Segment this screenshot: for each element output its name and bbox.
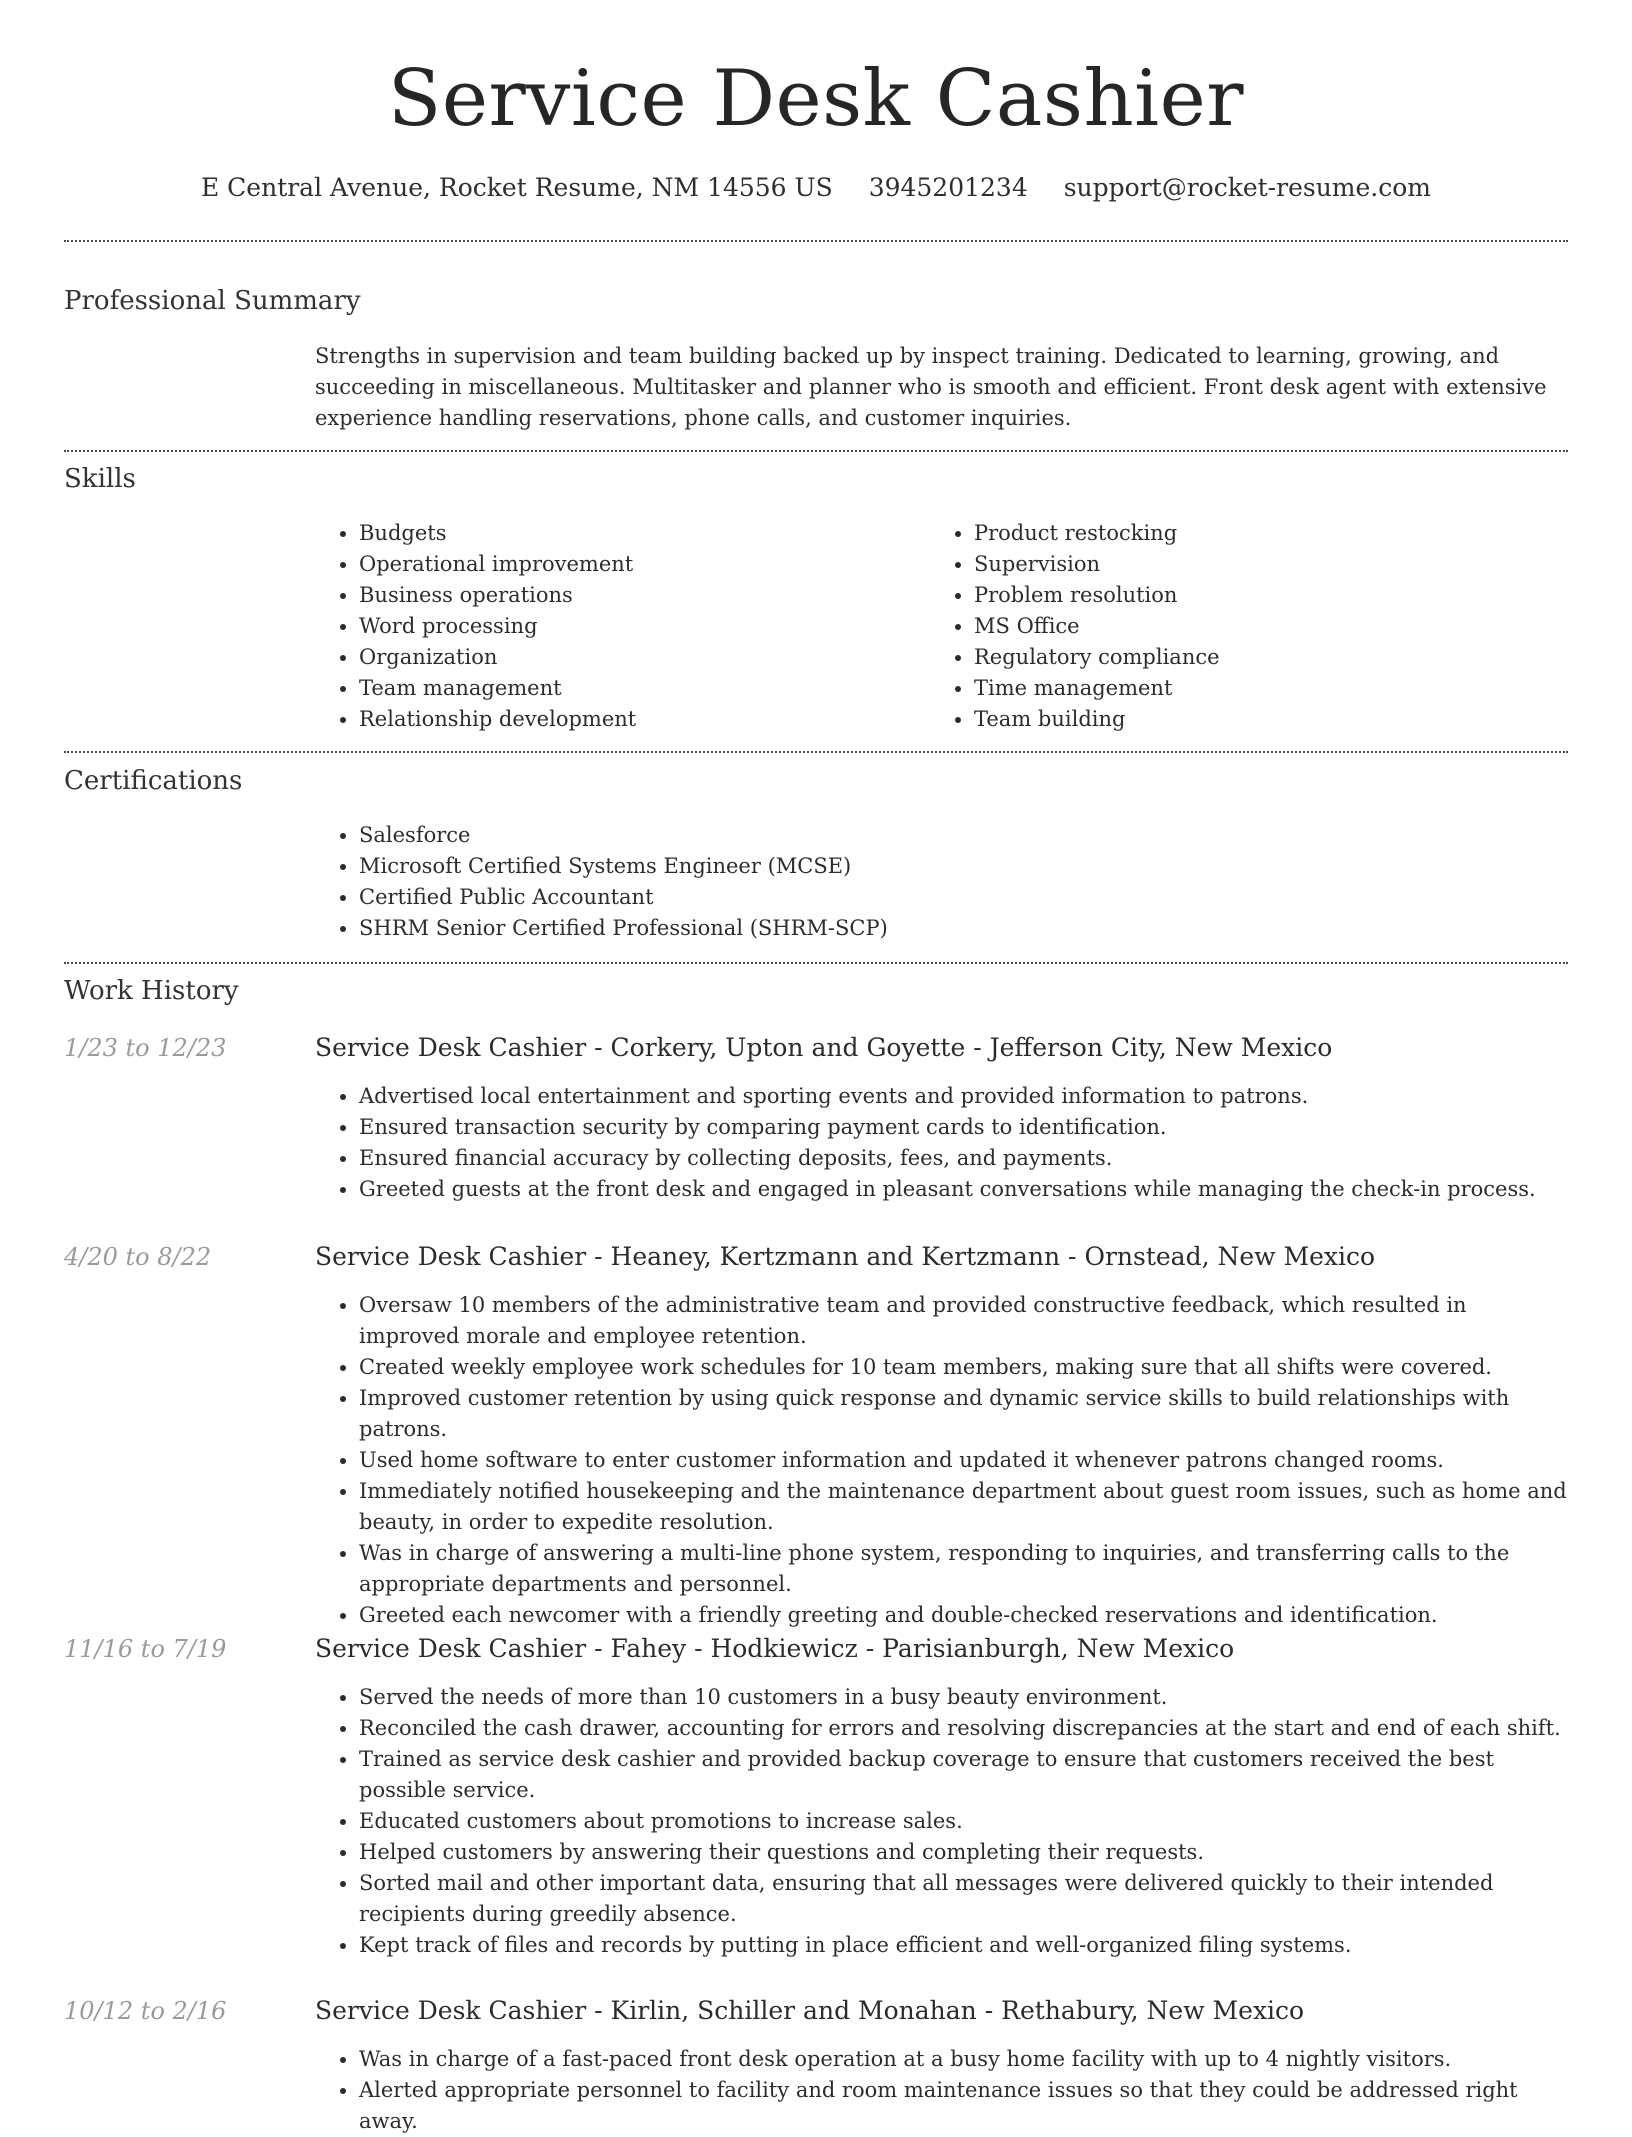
- skill-item: • Business operations: [359, 580, 915, 611]
- skills-column-right: [930, 518, 1530, 735]
- certification-item: • Certified Public Accountant: [359, 882, 1515, 913]
- job-dates: 11/16 to 7/19: [64, 1635, 227, 1663]
- job-dates: 4/20 to 8/22: [64, 1243, 212, 1271]
- job-dates: 10/12 to 2/16: [64, 1997, 227, 2025]
- job-bullet: • Used home software to enter customer information and updated it whenever patrons changed rooms.: [359, 1445, 1568, 1476]
- skill-item: • Time management: [974, 673, 1530, 704]
- summary-text: Strengths in supervision and team building backed up by inspect training. Dedicated to learning, growing, and succeeding in miscellaneous. Multitasker and planner who is smooth and efficient. Front desk agent with extensive experience handling reservations, phone calls, and customer inquiries.: [315, 344, 1547, 430]
- certification-item: • Salesforce: [359, 820, 1515, 851]
- skills-column-left: [315, 518, 915, 735]
- job-bullets: [315, 1682, 1568, 1961]
- job-bullet: • Trained as service desk cashier and provided backup coverage to ensure that customers received the best possible service.: [359, 1744, 1568, 1806]
- job-bullet: • Helped customers by answering their questions and completing their requests.: [359, 1837, 1568, 1868]
- job-bullet: • Was in charge of a fast-paced front desk operation at a busy home facility with up to 4 nightly visitors.: [359, 2044, 1568, 2075]
- section-divider: [64, 962, 1568, 964]
- summary-heading: Professional Summary: [64, 286, 361, 316]
- job-bullet: • Ensured transaction security by comparing payment cards to identification.: [359, 1112, 1568, 1143]
- skill-item: • Budgets: [359, 518, 915, 549]
- job-bullet: • Immediately notified housekeeping and the maintenance department about guest room issues, such as home and beauty, in order to expedite resolution.: [359, 1476, 1568, 1538]
- resume-page: [64, 0, 1568, 2133]
- skill-item: • Supervision: [974, 549, 1530, 580]
- skill-item: • Team management: [359, 673, 915, 704]
- job-bullet: • Greeted guests at the front desk and engaged in pleasant conversations while managing the check-in process.: [359, 1174, 1568, 1205]
- job-dates: 1/23 to 12/23: [64, 1034, 227, 1062]
- certifications-heading: Certifications: [64, 766, 243, 796]
- skill-item: • Product restocking: [974, 518, 1530, 549]
- skills-heading: Skills: [64, 464, 136, 494]
- contact-address: E Central Avenue, Rocket Resume, NM 14556 US: [200, 173, 833, 202]
- skill-item: • Word processing: [359, 611, 915, 642]
- section-divider: [64, 450, 1568, 452]
- skill-item: • Team building: [974, 704, 1530, 735]
- job-title: Service Desk Cashier - Fahey - Hodkiewicz - Parisianburgh, New Mexico: [315, 1634, 1235, 1663]
- section-divider: [64, 751, 1568, 753]
- work-history-heading: Work History: [64, 976, 239, 1006]
- certifications-list: [315, 820, 1515, 944]
- job-bullet: • Greeted each newcomer with a friendly greeting and double-checked reservations and identification.: [359, 1600, 1568, 1631]
- job-bullet: • Was in charge of answering a multi-line phone system, responding to inquiries, and transferring calls to the appropriate departments and personnel.: [359, 1538, 1568, 1600]
- job-bullets: [315, 2044, 1568, 2137]
- job-bullet: • Reconciled the cash drawer, accounting for errors and resolving discrepancies at the start and end of each shift.: [359, 1713, 1568, 1744]
- skill-item: • Operational improvement: [359, 549, 915, 580]
- certification-item: • Microsoft Certified Systems Engineer (MCSE): [359, 851, 1515, 882]
- job-bullet: • Improved customer retention by using quick response and dynamic service skills to build relationships with patrons.: [359, 1383, 1568, 1445]
- job-bullet: • Served the needs of more than 10 customers in a busy beauty environment.: [359, 1682, 1568, 1713]
- job-bullet: • Alerted appropriate personnel to facility and room maintenance issues so that they could be addressed right away.: [359, 2075, 1568, 2137]
- job-bullets: [315, 1290, 1568, 1631]
- job-bullet: • Ensured financial accuracy by collecting deposits, fees, and payments.: [359, 1143, 1568, 1174]
- skill-item: • Organization: [359, 642, 915, 673]
- job-title: Service Desk Cashier - Corkery, Upton and Goyette - Jefferson City, New Mexico: [315, 1033, 1333, 1062]
- skill-item: • MS Office: [974, 611, 1530, 642]
- contact-line: [64, 172, 1568, 204]
- contact-phone: 3945201234: [868, 173, 1028, 202]
- job-bullet: • Sorted mail and other important data, ensuring that all messages were delivered quickly to their intended recipients during greedily absence.: [359, 1868, 1568, 1930]
- skill-item: • Relationship development: [359, 704, 915, 735]
- job-bullet: • Created weekly employee work schedules for 10 team members, making sure that all shifts were covered.: [359, 1352, 1568, 1383]
- certification-item: • SHRM Senior Certified Professional (SHRM-SCP): [359, 913, 1515, 944]
- skill-item: • Regulatory compliance: [974, 642, 1530, 673]
- skill-item: • Problem resolution: [974, 580, 1530, 611]
- section-divider: [64, 240, 1568, 242]
- contact-email: support@rocket-resume.com: [1063, 173, 1432, 202]
- job-bullet: • Kept track of files and records by putting in place efficient and well-organized filing systems.: [359, 1930, 1568, 1961]
- job-bullet: • Educated customers about promotions to increase sales.: [359, 1806, 1568, 1837]
- job-bullet: • Advertised local entertainment and sporting events and provided information to patrons.: [359, 1081, 1568, 1112]
- job-title: Service Desk Cashier - Kirlin, Schiller and Monahan - Rethabury, New Mexico: [315, 1996, 1305, 2025]
- job-title: Service Desk Cashier - Heaney, Kertzmann and Kertzmann - Ornstead, New Mexico: [315, 1242, 1376, 1271]
- job-bullets: [315, 1081, 1568, 1205]
- job-bullet: • Oversaw 10 members of the administrative team and provided constructive feedback, which resulted in improved morale and employee retention.: [359, 1290, 1568, 1352]
- resume-name: Service Desk Cashier: [387, 54, 1245, 144]
